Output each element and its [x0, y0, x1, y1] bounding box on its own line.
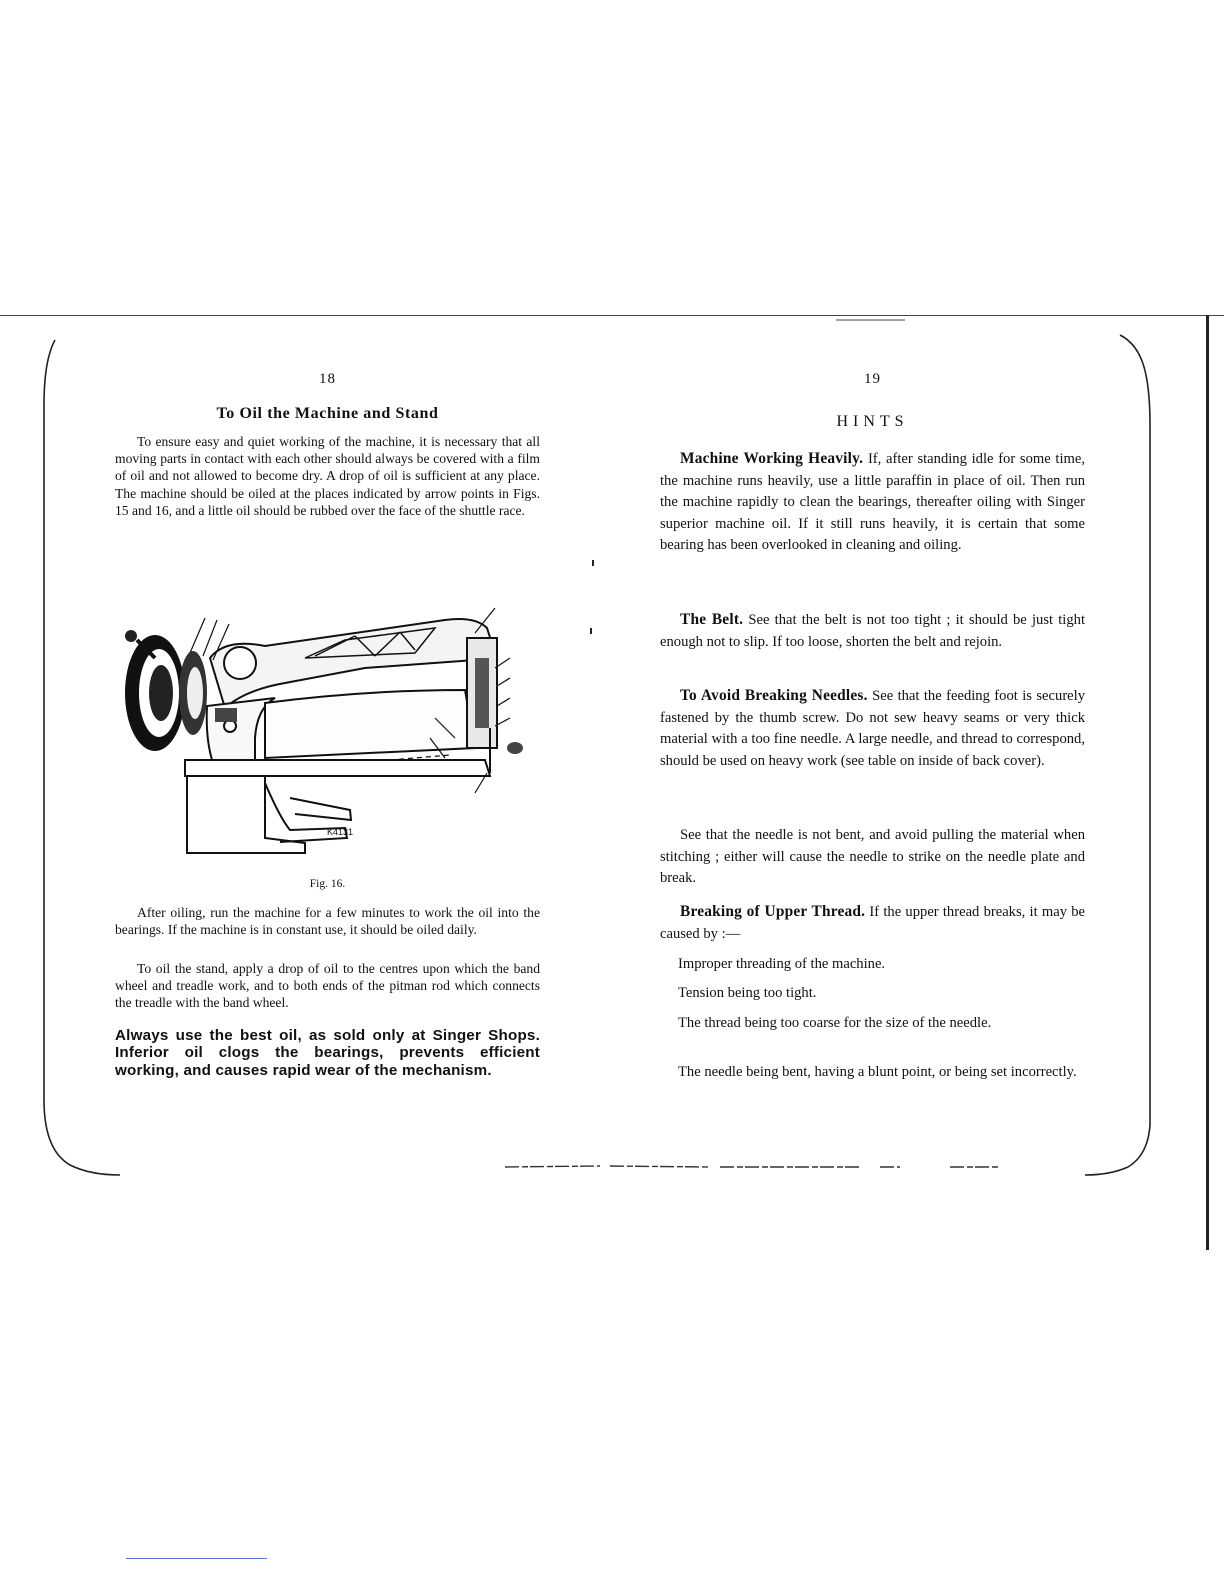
belt-title: The Belt.: [680, 611, 744, 628]
bent-needle-paragraph: See that the needle is not bent, and avoid pulling the material when stitching ; either will cause the needle to strike on the needle plate and break.: [660, 827, 1085, 887]
cause-item: Improper threading of the machine.: [678, 956, 886, 972]
intro-paragraph: To ensure easy and quiet working of the machine, it is necessary that all moving parts in contact with each other should always be covered with a film of oil and not allowed to become dry. A drop of oil is sufficient at any place. The machine should be oiled at the places indicated by arrow points in Figs. 15 and 16, and a little oil should be rubbed over the face of the shuttle race.: [115, 434, 540, 518]
page-number: 19: [864, 371, 881, 387]
cause-item: The needle being bent, having a blunt point, or being set incorrectly.: [678, 1064, 1077, 1080]
belt-paragraph: [660, 609, 1085, 653]
after-oiling-paragraph: After oiling, run the machine for a few minutes to work the oil into the bearings. If the machine is in constant use, it should be oiled daily.: [115, 905, 540, 938]
scan-speck: [590, 628, 592, 634]
cause-item: The thread being too coarse for the size of the needle.: [678, 1015, 992, 1031]
thread-paragraph: [660, 901, 1085, 945]
heavily-paragraph: [660, 448, 1085, 557]
thread-title: Breaking of Upper Thread.: [680, 903, 866, 920]
hints-heading: HINTS: [836, 413, 909, 430]
needles-text: See that the feeding foot is securely fastened by the thumb screw. Do not sew heavy seams or very thick material with a too fine needle. A large needle, and thread to correspond, should be used on heavy work (see table on inside of back cover).: [660, 688, 1086, 769]
sewing-machine-illustration: [115, 598, 540, 858]
heavily-title: Machine Working Heavily.: [680, 450, 864, 467]
booklet-spread: [0, 315, 1224, 1250]
stand-paragraph: To oil the stand, apply a drop of oil to the centres upon which the band wheel and treadle work, and to both ends of the pitman rod which connects the treadle with the band wheel.: [115, 961, 540, 1011]
cause-item: Tension being too tight.: [678, 985, 817, 1001]
scan-underline-mark: [126, 1558, 267, 1559]
figure-code: K4131: [327, 827, 354, 837]
figure-caption: Fig. 16.: [309, 878, 346, 890]
needles-paragraph: [660, 685, 1085, 772]
page-number: 18: [319, 371, 336, 387]
scan-speck: [592, 560, 594, 566]
section-heading: To Oil the Machine and Stand: [216, 405, 439, 422]
warning-note: Always use the best oil, as sold only at Singer Shops. Inferior oil clogs the bearings, prevents efficient working, and causes rapid wear of the mechanism.: [115, 1027, 540, 1079]
thread-text: If the upper thread breaks, it may be caused by :—: [660, 904, 1085, 942]
belt-text: See that the belt is not too tight ; it should be just tight enough not to slip. If too loose, shorten the belt and rejoin.: [660, 612, 1086, 650]
heavily-text: If, after standing idle for some time, the machine runs heavily, use a little paraffin in place of oil. Then run the machine rapidly to clean the bearings, thereafter oiling with Singer superior machine oil. If it still runs heavily, it is certain that some bearing has been overlooked in cleaning and oiling.: [660, 451, 1086, 554]
needles-title: To Avoid Breaking Needles.: [680, 687, 868, 704]
